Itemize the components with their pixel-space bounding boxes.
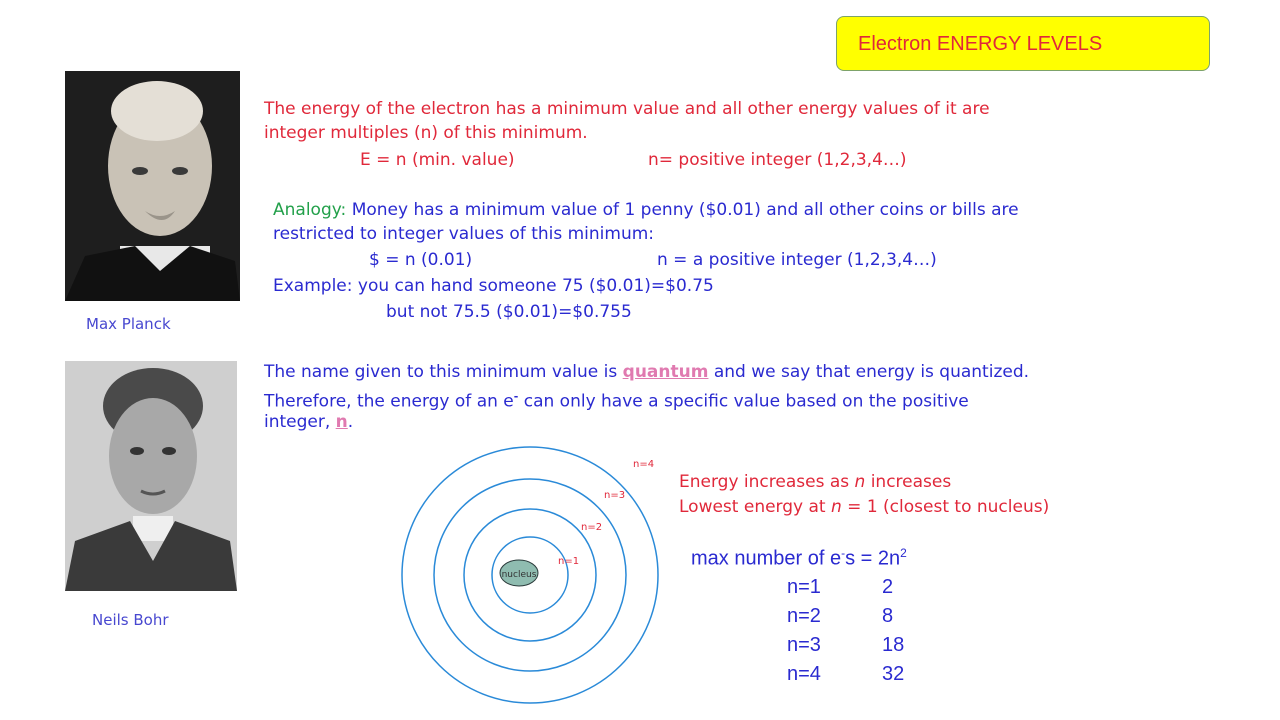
count-cell: 32 — [882, 663, 905, 685]
quantum-text-f: . — [347, 412, 354, 432]
level-cell: n=3 — [787, 634, 821, 656]
level-label-n1: n=1 — [558, 556, 580, 567]
level-label-n4: n=4 — [633, 459, 655, 470]
n-term: n — [335, 412, 348, 432]
analogy-line-2: restricted to integer values of this minimum: — [273, 224, 655, 244]
analogy-example-2: but not 75.5 ($0.01)=$0.755 — [386, 302, 632, 322]
max-electrons-heading — [691, 546, 907, 571]
energy-note-2-n: n — [831, 497, 842, 517]
analogy-equation-note: n = a positive integer (1,2,3,4…) — [657, 250, 937, 270]
analogy-equation: $ = n (0.01) — [369, 250, 473, 270]
max-planck-photo — [65, 71, 240, 301]
level-cell: n=1 — [787, 576, 821, 598]
table-row — [787, 634, 987, 660]
planck-equation: E = n (min. value) — [360, 150, 515, 170]
neils-bohr-portrait — [65, 361, 237, 591]
quantum-line-2 — [264, 385, 969, 414]
quantum-text-e: integer, — [264, 412, 336, 432]
energy-note-1b: increases — [865, 472, 952, 492]
energy-note-2b: = 1 (closest to nucleus) — [841, 497, 1050, 517]
energy-note-1-n: n — [854, 472, 866, 492]
table-row — [787, 605, 987, 631]
level-cell: n=4 — [787, 663, 821, 685]
count-cell: 2 — [882, 576, 894, 598]
energy-note-1a: Energy increases as — [679, 472, 855, 492]
quantum-text-d: can only have a specific value based on the positive — [518, 391, 969, 412]
quantum-term: quantum — [622, 362, 709, 382]
analogy-label: Analogy: — [273, 200, 347, 220]
quantum-text-c: Therefore, the energy of an e — [264, 391, 514, 412]
analogy-line-1 — [273, 198, 1019, 222]
table-row — [787, 576, 987, 602]
bohr-caption: Neils Bohr — [92, 611, 169, 629]
level-label-n2: n=2 — [581, 522, 603, 533]
neils-bohr-photo — [65, 361, 237, 591]
nucleus-label: nucleus — [501, 570, 537, 580]
level-label-n3: n=3 — [604, 490, 626, 501]
planck-line-2: integer multiples (n) of this minimum. — [264, 123, 588, 143]
count-cell: 18 — [882, 634, 905, 656]
max-heading-sup: - — [841, 546, 846, 560]
slide-title: Electron ENERGY LEVELS — [858, 33, 1103, 55]
quantum-line-3 — [264, 410, 353, 434]
quantum-text-b: and we say that energy is quantized. — [708, 362, 1030, 382]
analogy-text-1: Money has a minimum value of 1 penny ($0.01) and all other coins or bills are — [346, 200, 1019, 220]
max-heading-b: s = 2n — [845, 547, 901, 570]
energy-note-1 — [679, 470, 951, 494]
planck-equation-note: n= positive integer (1,2,3,4…) — [648, 150, 907, 170]
quantum-text-a: The name given to this minimum value is — [264, 362, 623, 382]
electron-charge-sup: - — [513, 390, 519, 403]
planck-line-1: The energy of the electron has a minimum value and all other energy values of it are — [264, 99, 990, 119]
energy-level-diagram — [400, 440, 670, 710]
max-planck-portrait — [65, 71, 240, 301]
quantum-line-1 — [264, 360, 1029, 384]
level-cell: n=2 — [787, 605, 821, 627]
max-heading-a: max number of e — [691, 547, 842, 570]
count-cell: 8 — [882, 605, 894, 627]
planck-caption: Max Planck — [86, 315, 171, 333]
energy-note-2a: Lowest energy at — [679, 497, 831, 517]
energy-note-2 — [679, 495, 1049, 519]
table-row — [787, 663, 987, 689]
max-heading-sup2: 2 — [900, 546, 907, 560]
analogy-example-1: Example: you can hand someone 75 ($0.01)=$0.75 — [273, 276, 714, 296]
